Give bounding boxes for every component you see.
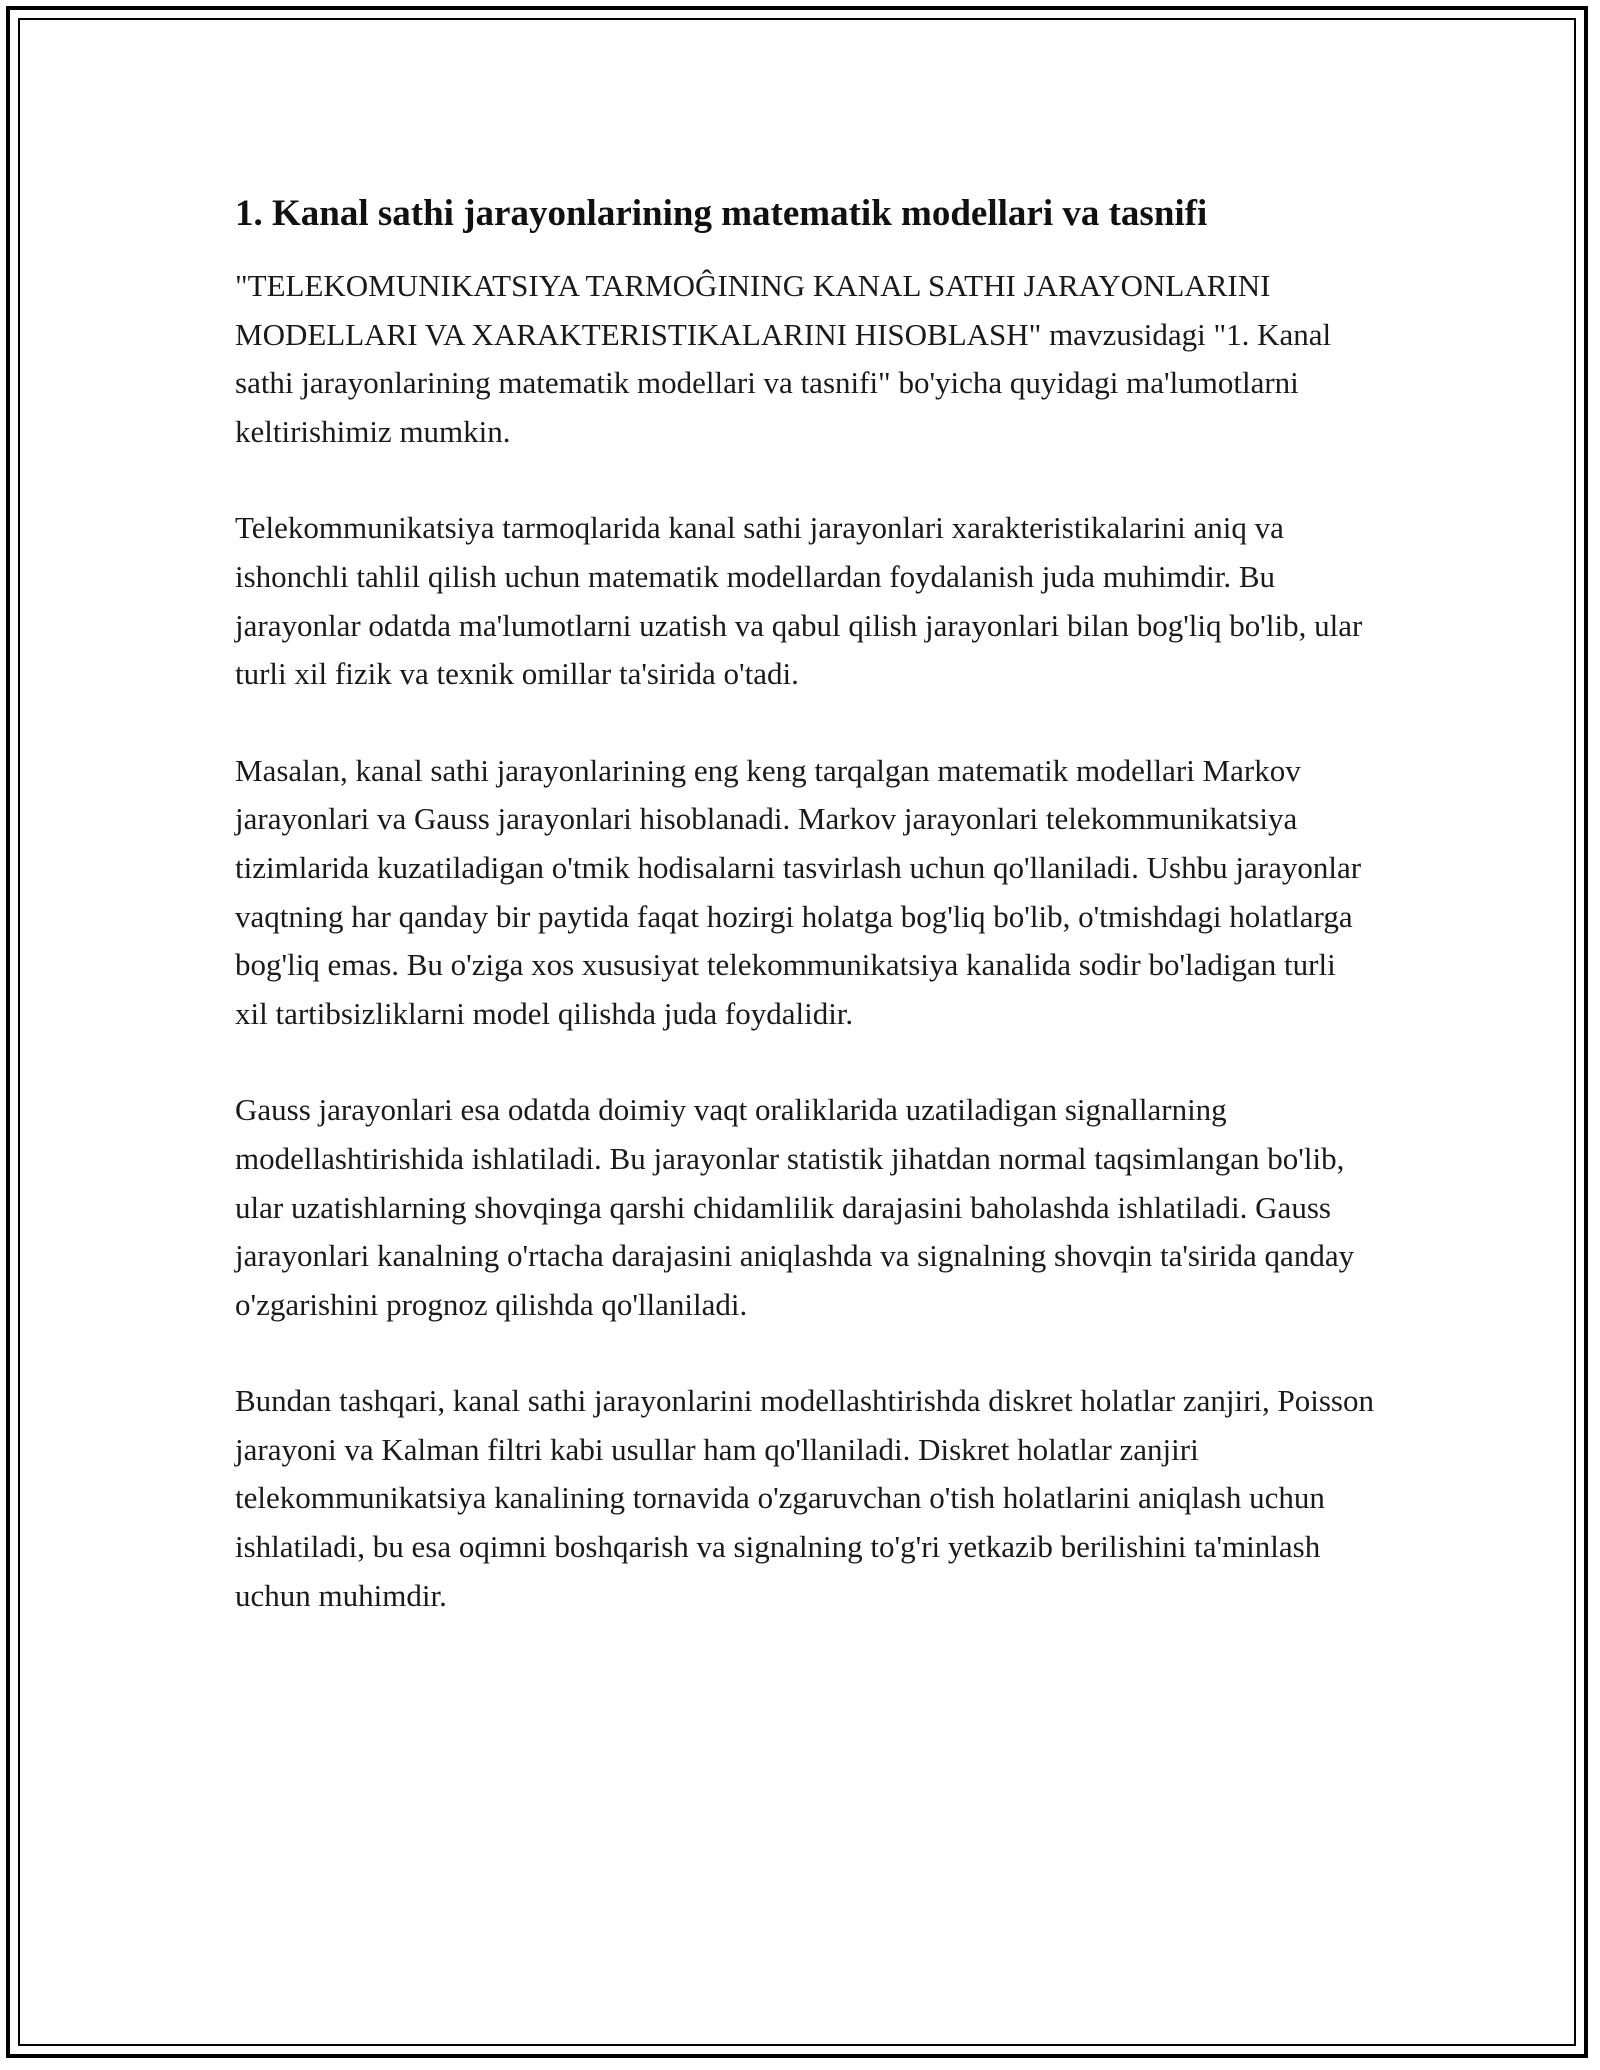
document-body — [235, 188, 1375, 1668]
paragraph-intro: "TELEKOMUNIKATSIYA TARMOĜINING KANAL SATHI JARAYONLARINI MODELLARI VA XARAKTERISTIKALARINI HISOBLASH" mavzusidagi "1. Kanal sathi jarayonlarining matematik modellari va tasnifi" bo'yicha quyidagi ma'lumotlarni keltirishimiz mumkin. — [235, 268, 1332, 449]
paragraph-overview: Telekommunikatsiya tarmoqlarida kanal sathi jarayonlari xarakteristikalarini aniq va ishonchli tahlil qilish uchun matematik modellardan foydalanish juda muhimdir. Bu jarayonlar odatda ma'lumotlarni uzatish va qabul qilish jarayonlari bilan bog'liq bo'lib, ular turli xil fizik va texnik omillar ta'sirida o'tadi. — [235, 510, 1363, 692]
paragraph-gauss: Gauss jarayonlari esa odatda doimiy vaqt oraliklarida uzatiladigan signallarning modellashtirishida ishlatiladi. Bu jarayonlar statistik jihatdan normal taqsimlangan bo'lib, ular uzatishlarning shovqinga qarshi chidamlilik darajasini baholashda ishlatiladi. Gauss jarayonlari kanalning o'rtacha darajasini aniqlashda va signalning shovqin ta'sirida qanday o'zgarishini prognoz qilishda qo'llaniladi. — [235, 1092, 1355, 1322]
paragraph-other-methods: Bundan tashqari, kanal sathi jarayonlarini modellashtirishda diskret holatlar zanjiri, Poisson jarayoni va Kalman filtri kabi usullar ham qo'llaniladi. Diskret holatlar zanjiri telekommunikatsiya kanalining tornavida o'zgaruvchan o'tish holatlarini aniqlash uchun ishlatiladi, bu esa oqimni boshqarish va signalning to'g'ri yetkazib berilishini ta'minlash uchun muhimdir. — [235, 1383, 1374, 1613]
paragraph-markov: Masalan, kanal sathi jarayonlarining eng keng tarqalgan matematik modellari Markov jarayonlari va Gauss jarayonlari hisoblanadi. Markov jarayonlari telekommunikatsiya tizimlarida kuzatiladigan o'tmik hodisalarni tasvirlash uchun qo'llaniladi. Ushbu jarayonlar vaqtning har qanday bir paytida faqat hozirgi holatga bog'liq bo'lib, o'tmishdagi holatlarga bog'liq emas. Bu o'ziga xos xususiyat telekommunikatsiya kanalida sodir bo'ladigan turli xil tartibsizliklarni model qilishda juda foydalidir. — [235, 752, 1362, 1031]
document-title: 1. Kanal sathi jarayonlarining matematik modellari va tasnifi — [235, 193, 1208, 234]
